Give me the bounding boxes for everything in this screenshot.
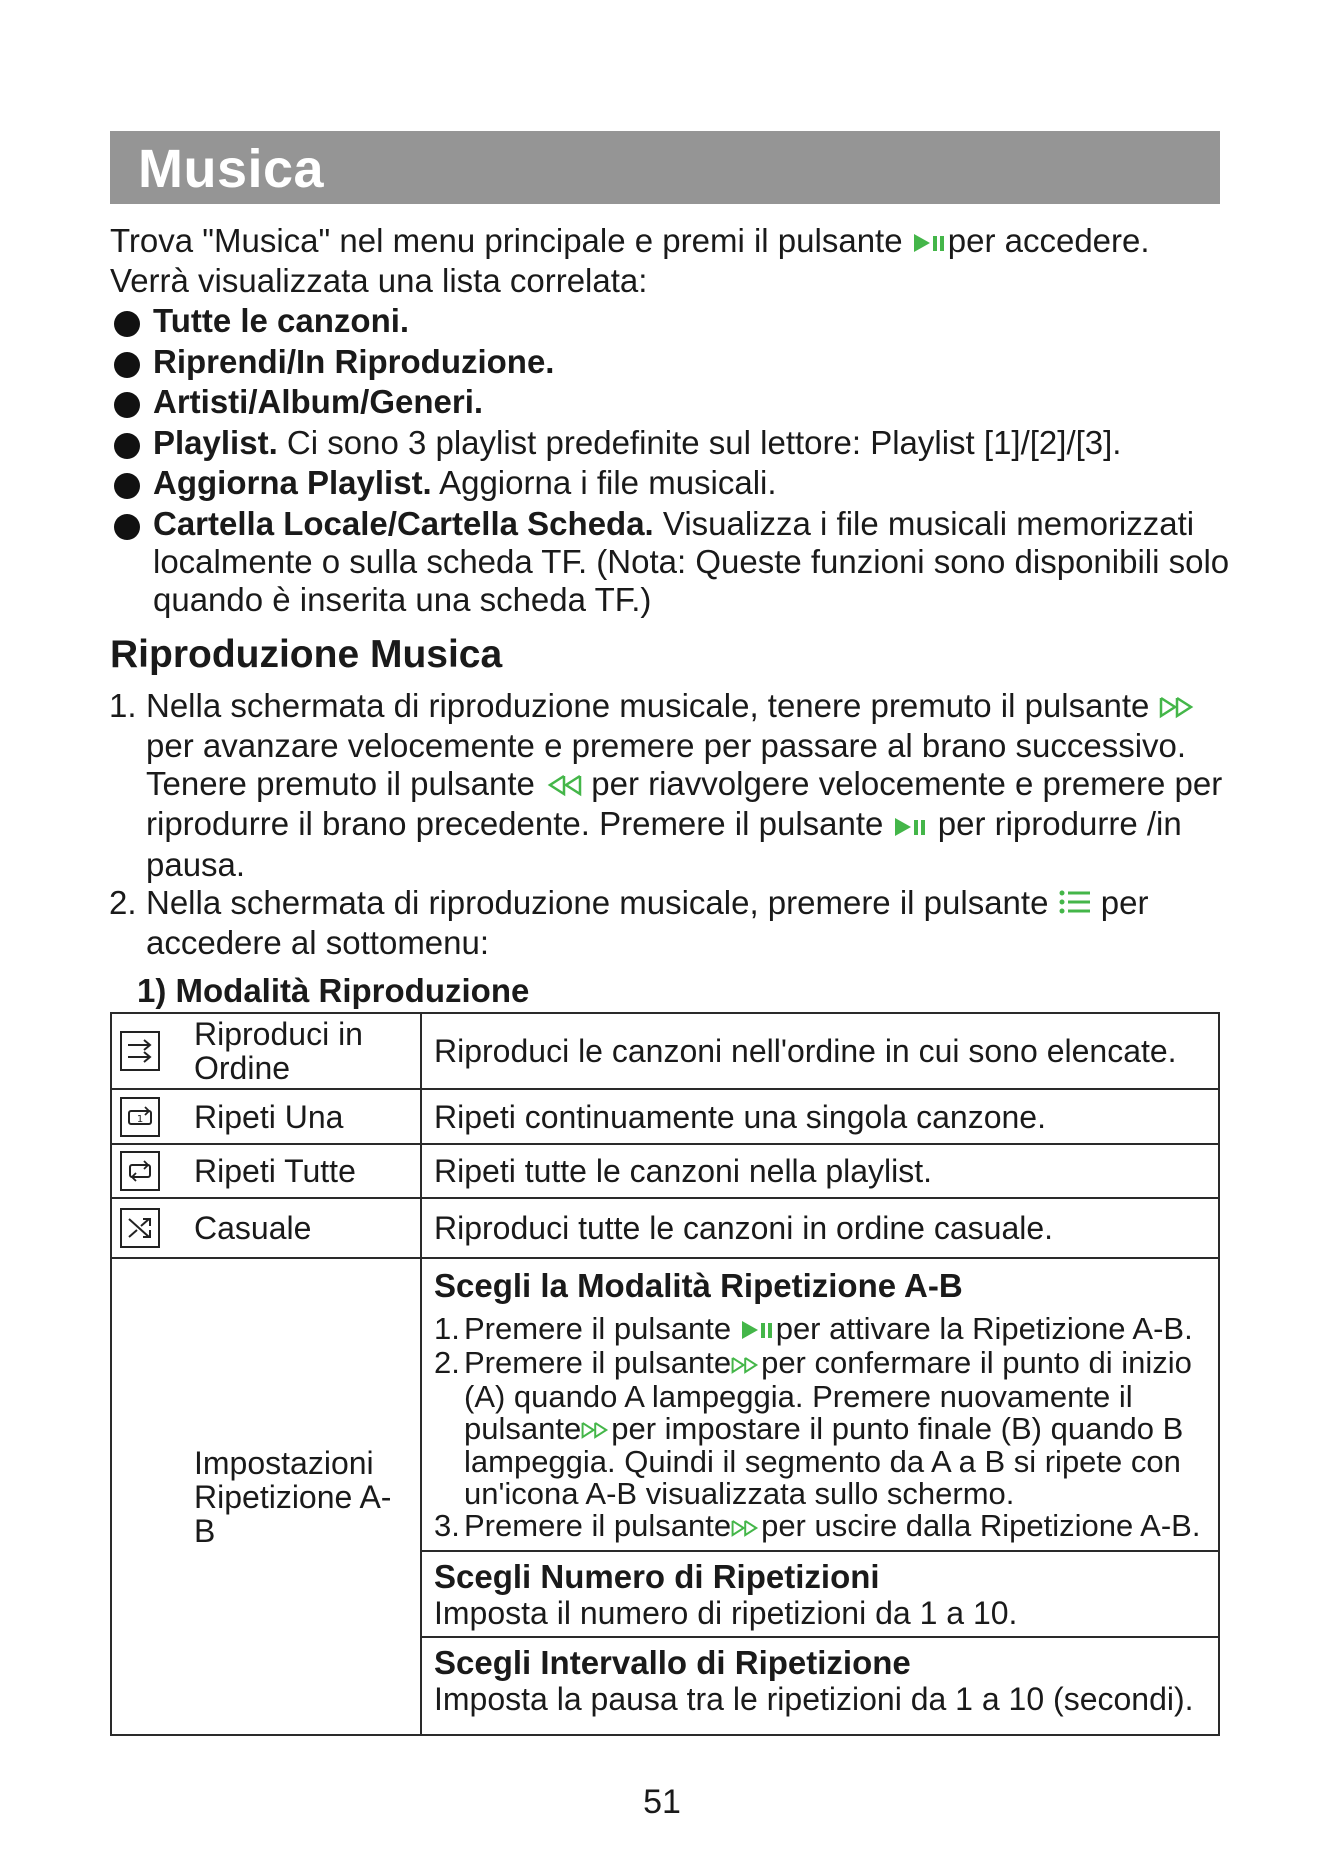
ab-block-text: Imposta la pausa tra le ripetizioni da 1 a 10 (secondi). (434, 1681, 1194, 1718)
mode-name: Riproduci in Ordine (176, 1013, 421, 1089)
list-item: Artisti/Album/Generi. (110, 383, 1250, 421)
step-item: 1. Nella schermata di riproduzione musicale, tenere premuto il pulsante per avanzare velocemente e premere per passare al brano successivo. Tenere premuto il pulsante per riavvolgere velocemente e premere per riprodurre il brano precedente. Premere il pulsante per riprodurre /in pausa. (109, 686, 1223, 883)
list-item: Riprendi/In Riproduzione. (110, 343, 1250, 381)
section-title-bar (110, 131, 1220, 204)
svg-text:1: 1 (136, 1113, 144, 1125)
sequential-icon (120, 1031, 160, 1071)
list-item: Tutte le canzoni. (110, 302, 1250, 340)
rewind-icon (544, 767, 582, 805)
table-row (111, 1089, 1219, 1144)
ab-block-text: Imposta il numero di ripetizioni da 1 a 10. (434, 1595, 1018, 1632)
instruction-steps (110, 687, 1250, 962)
mode-description: Ripeti tutte le canzoni nella playlist. (421, 1144, 1219, 1198)
mode-name: Casuale (176, 1198, 421, 1258)
ab-mode-cell (421, 1258, 1219, 1551)
mode-name: Ripeti Tutte (176, 1144, 421, 1198)
list-item: 1. Premere il pulsante per attivare la Ripetizione A-B. (434, 1311, 1193, 1346)
play-pause-icon (740, 1315, 776, 1347)
page-title: Musica (138, 139, 325, 199)
table-row (111, 1144, 1219, 1198)
mode-description: Riproduci tutte le canzoni in ordine casuale. (421, 1198, 1219, 1258)
ab-block-title: Scegli Intervallo di Ripetizione (434, 1644, 911, 1682)
subheading: 1) Modalità Riproduzione (137, 971, 530, 1009)
feature-list (110, 302, 1250, 619)
table-row (111, 1013, 1219, 1089)
table-row (111, 1198, 1219, 1258)
shuffle-icon (120, 1208, 160, 1248)
menu-list-icon (1058, 886, 1092, 924)
list-item: Aggiorna Playlist. Aggiorna i file musicali. (110, 464, 1250, 502)
ab-block-title: Scegli Numero di Ripetizioni (434, 1558, 880, 1596)
repeat-one-icon (120, 1097, 160, 1137)
fast-forward-icon (731, 1512, 761, 1544)
repeat-all-icon (120, 1151, 160, 1191)
ab-repeat-count-cell (421, 1551, 1219, 1637)
mode-description: Ripeti continuamente una singola canzone. (421, 1089, 1219, 1144)
ab-steps (434, 1313, 1208, 1544)
list-item: Playlist. Ci sono 3 playlist predefinite sul lettore: Playlist [1]/[2]/[3]. (110, 424, 1250, 462)
step-item: 2. Nella schermata di riproduzione musicale, premere il pulsante per accedere al sottomenu: (109, 883, 1149, 961)
ab-interval-cell (421, 1637, 1219, 1735)
list-item: Cartella Locale/Cartella Scheda. Visualizza i file musicali memorizzati localmente o sulla scheda TF. (Nota: Queste funzioni sono disponibili solo quando è inserita una scheda TF.) (110, 505, 1250, 619)
play-pause-icon (893, 808, 929, 846)
mode-description: Riproduci le canzoni nell'ordine in cui sono elencate. (421, 1013, 1219, 1089)
play-pause-icon (912, 224, 948, 262)
fast-forward-icon (581, 1414, 611, 1446)
page-number: 51 (643, 1783, 681, 1821)
fast-forward-icon (1159, 689, 1197, 727)
fast-forward-icon (731, 1349, 761, 1381)
mode-name: Impostazioni Ripetizione A-B (176, 1258, 421, 1735)
table-row (111, 1258, 1219, 1551)
play-mode-table (110, 1012, 1220, 1736)
ab-block-title: Scegli la Modalità Ripetizione A-B (434, 1267, 963, 1304)
main-content (110, 222, 1250, 1010)
list-item: 3. Premere il pulsante per uscire dalla Ripetizione A-B. (434, 1508, 1201, 1544)
intro-text-2: per accedere. (947, 222, 1150, 259)
intro-paragraph (110, 222, 1250, 300)
mode-name: Ripeti Una (176, 1089, 421, 1144)
intro-text-1: Trova "Musica" nel menu principale e premi il pulsante (110, 222, 903, 259)
list-item: 2. Premere il pulsante per confermare il punto di inizio (A) quando A lampeggia. Premere nuovamente il pulsante per impostare il punto finale (B) quando B lampeggia. Quindi il segmento da A a B si ripete con un'icona A-B visualizzata sullo schermo. (434, 1344, 1192, 1512)
section-heading: Riproduzione Musica (110, 632, 503, 676)
intro-text-3: Verrà visualizzata una lista correlata: (110, 262, 648, 300)
